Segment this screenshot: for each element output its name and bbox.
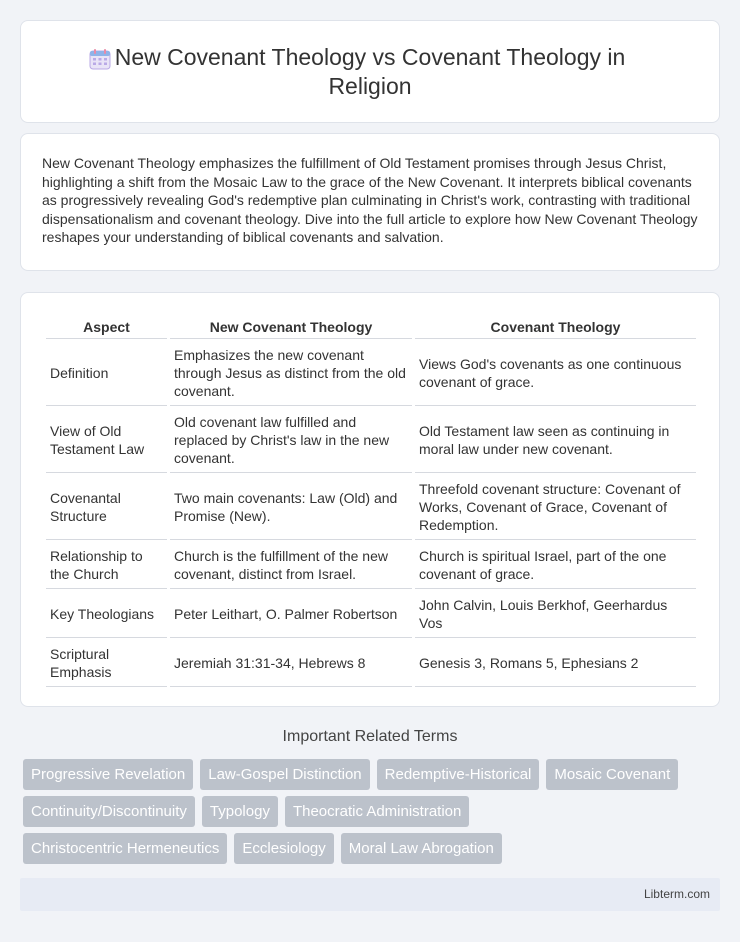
cell-aspect: View of Old Testament Law bbox=[46, 408, 167, 473]
cell-covenant: Genesis 3, Romans 5, Ephesians 2 bbox=[415, 640, 696, 687]
cell-new-covenant: Two main covenants: Law (Old) and Promise (New). bbox=[170, 475, 412, 540]
table-row bbox=[46, 475, 696, 540]
cell-new-covenant: Church is the fulfillment of the new covenant, distinct from Israel. bbox=[170, 542, 412, 589]
header-covenant: Covenant Theology bbox=[415, 317, 696, 339]
tag-theocratic-administration[interactable]: Theocratic Administration bbox=[285, 796, 469, 827]
comparison-table bbox=[43, 315, 699, 689]
header-aspect: Aspect bbox=[46, 317, 167, 339]
table-header-row bbox=[46, 317, 696, 339]
footer bbox=[20, 878, 720, 911]
cell-aspect: Definition bbox=[46, 341, 167, 406]
tag-mosaic-covenant[interactable]: Mosaic Covenant bbox=[546, 759, 678, 790]
tag-row bbox=[23, 759, 723, 790]
cell-new-covenant: Emphasizes the new covenant through Jesus as distinct from the old covenant. bbox=[170, 341, 412, 406]
cell-aspect: Scriptural Emphasis bbox=[46, 640, 167, 687]
cell-new-covenant: Jeremiah 31:31-34, Hebrews 8 bbox=[170, 640, 412, 687]
cell-covenant: Threefold covenant structure: Covenant of Works, Covenant of Grace, Covenant of Redemption. bbox=[415, 475, 696, 540]
cell-covenant: Church is spiritual Israel, part of the one covenant of grace. bbox=[415, 542, 696, 589]
tag-ecclesiology[interactable]: Ecclesiology bbox=[234, 833, 333, 864]
related-terms-title: Important Related Terms bbox=[282, 728, 458, 745]
table-row bbox=[46, 408, 696, 473]
tag-redemptive-historical[interactable]: Redemptive-Historical bbox=[377, 759, 540, 790]
comparison-table-card bbox=[20, 292, 720, 707]
tag-typology[interactable]: Typology bbox=[202, 796, 278, 827]
intro-text: New Covenant Theology emphasizes the fulfillment of Old Testament promises through Jesus Christ, highlighting a shift from the Mosaic Law to the grace of the New Covenant. It interprets biblical covenants as progressively revealing God's redemptive plan culminating in Christ's work, contrasting with traditional dispensationalism and covenant theology. Dive into the full article to explore how New Covenant Theology reshapes your understanding of biblical covenants and salvation. bbox=[42, 155, 698, 246]
cell-covenant: John Calvin, Louis Berkhof, Geerhardus Vos bbox=[415, 591, 696, 638]
tag-row bbox=[23, 833, 723, 864]
related-terms bbox=[23, 759, 723, 870]
table-row bbox=[46, 341, 696, 406]
title-card bbox=[20, 20, 720, 123]
tag-row bbox=[23, 796, 723, 827]
tag-progressive-revelation[interactable]: Progressive Revelation bbox=[23, 759, 193, 790]
tag-law-gospel-distinction[interactable]: Law-Gospel Distinction bbox=[200, 759, 369, 790]
footer-brand[interactable]: Libterm.com bbox=[643, 887, 710, 901]
cell-new-covenant: Old covenant law fulfilled and replaced by Christ's law in the new covenant. bbox=[170, 408, 412, 473]
table-row bbox=[46, 640, 696, 687]
header-new-covenant: New Covenant Theology bbox=[170, 317, 412, 339]
cell-new-covenant: Peter Leithart, O. Palmer Robertson bbox=[170, 591, 412, 638]
cell-aspect: Key Theologians bbox=[46, 591, 167, 638]
tag-continuity-discontinuity[interactable]: Continuity/Discontinuity bbox=[23, 796, 195, 827]
cell-covenant: Views God's covenants as one continuous covenant of grace. bbox=[415, 341, 696, 406]
cell-aspect: Covenantal Structure bbox=[46, 475, 167, 540]
cell-aspect: Relationship to the Church bbox=[46, 542, 167, 589]
tag-christocentric-hermeneutics[interactable]: Christocentric Hermeneutics bbox=[23, 833, 227, 864]
table-row bbox=[46, 542, 696, 589]
intro-card bbox=[20, 133, 720, 271]
table-row bbox=[46, 591, 696, 638]
cell-covenant: Old Testament law seen as continuing in moral law under new covenant. bbox=[415, 408, 696, 473]
tag-moral-law-abrogation[interactable]: Moral Law Abrogation bbox=[341, 833, 502, 864]
page-title: New Covenant Theology vs Covenant Theology in Religion bbox=[114, 44, 626, 99]
